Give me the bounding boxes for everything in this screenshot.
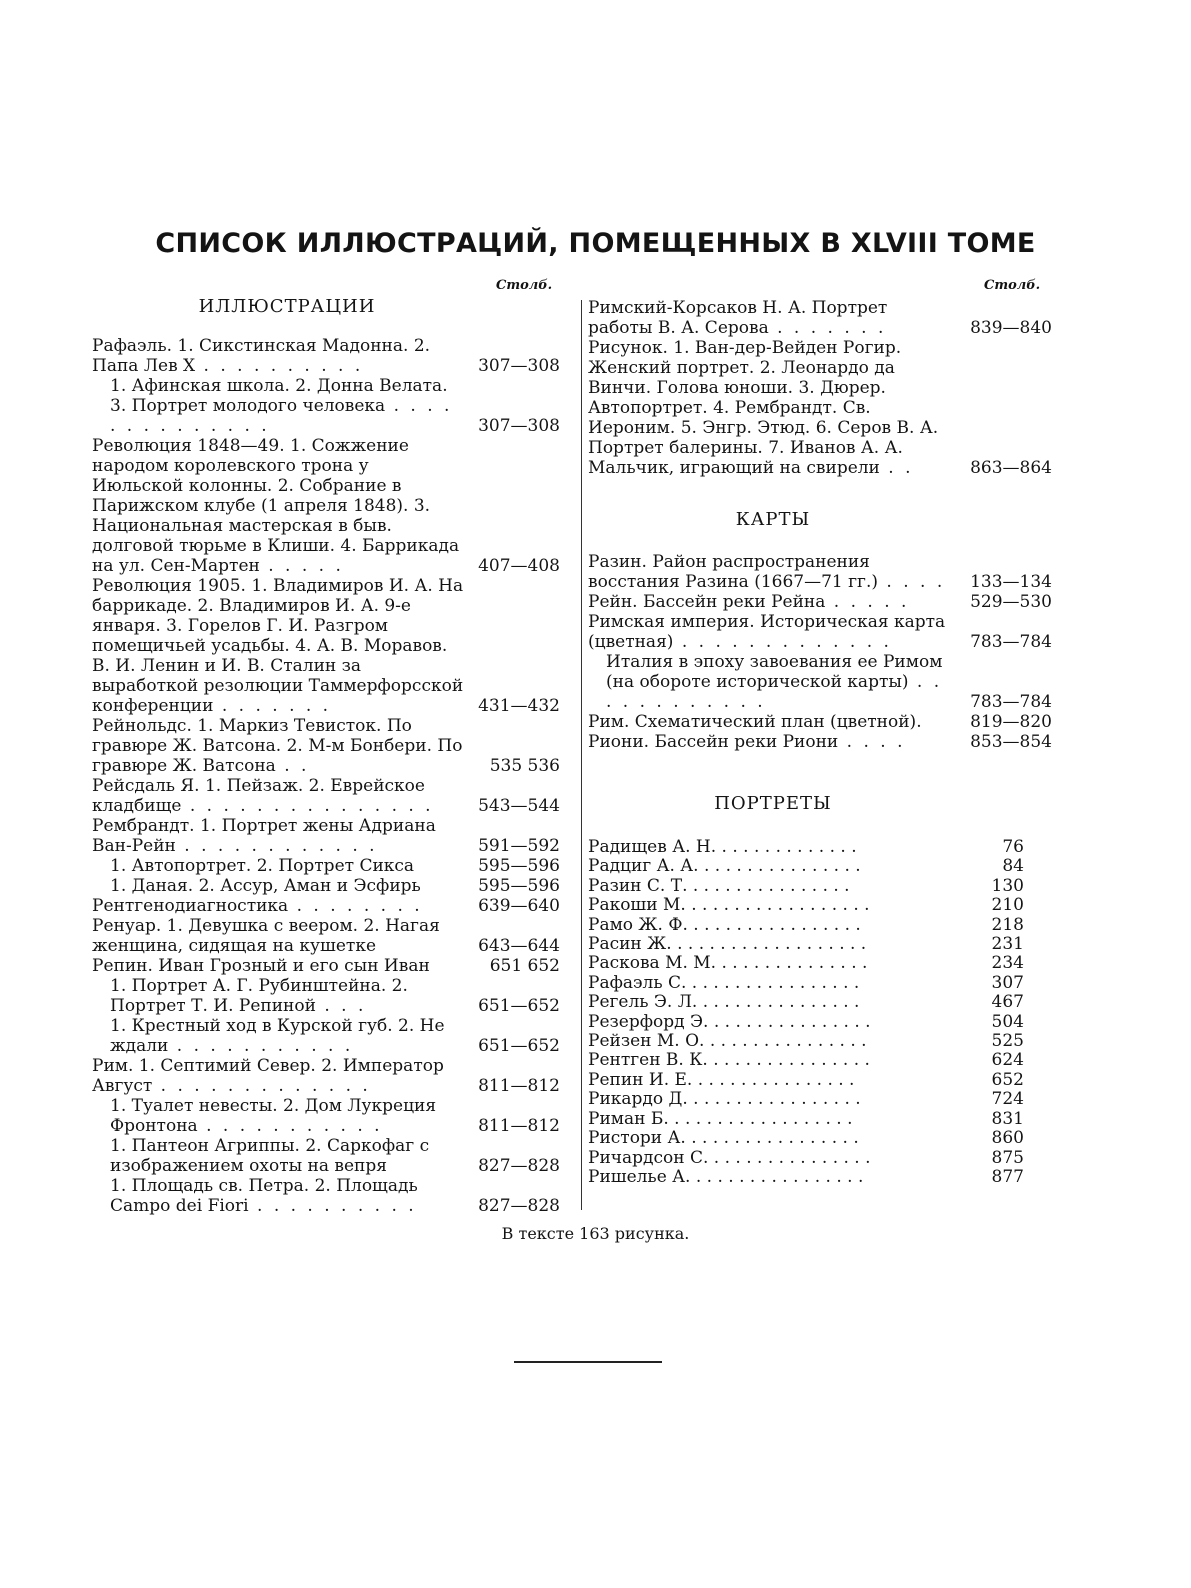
column-number: 652 — [991, 1069, 1024, 1090]
column-numbers: 595—596 — [478, 876, 560, 896]
dot-leader: . . . . . . . . — [288, 896, 423, 916]
entry-text: 1. Автопортрет. 2. Портрет Сикса — [110, 856, 415, 876]
column-numbers: 651 652 — [489, 956, 560, 976]
entry-text: Рейн. Бассейн реки Рейна — [588, 592, 826, 612]
index-entry — [92, 876, 560, 896]
portrait-name: Разин С. Т. — [588, 875, 688, 896]
column-numbers: 811—812 — [478, 1076, 560, 1096]
column-number: 724 — [991, 1089, 1024, 1110]
dot-leader: . . . . . . . . . . . . . — [716, 837, 857, 857]
column-numbers: 651—652 — [478, 1036, 560, 1056]
dot-leader: . . . . . . . . . . — [248, 1196, 417, 1216]
portrait-entry — [588, 857, 1024, 876]
entry-text: Рембрандт. 1. Портрет жены Адриана Ван-Рейн — [92, 816, 436, 856]
entry-text: Революция 1848—49. 1. Сожжение народом королевского трона у Июльской колонны. 2. Собрание в Парижском клубе (1 апреля 1848). 3. Национальная мастерская в быв. долговой тюрьме в Клиши. 4. Баррикада на ул. Сен-Мартен — [92, 436, 460, 576]
column-number: 76 — [1002, 837, 1024, 857]
portrait-name: Риман Б. — [588, 1108, 669, 1129]
entry-text: Рентгенодиагностика — [92, 896, 289, 916]
column-number: 875 — [991, 1147, 1024, 1168]
dot-leader: . . . . . . . . . . . . . — [152, 1076, 371, 1096]
column-number: 831 — [991, 1108, 1024, 1129]
entry-text: Италия в эпоху завоевания ее Римом (на обороте исторической карты) — [606, 652, 943, 692]
dot-leader: . . . . . . . . . . . . . . . . . . — [671, 934, 867, 955]
portrait-entry — [588, 974, 1024, 993]
column-numbers: 853—854 — [970, 732, 1052, 752]
column-numbers: 827—828 — [478, 1196, 560, 1216]
dot-leader: . . — [879, 458, 914, 478]
dot-leader: . . . . . — [825, 592, 910, 612]
dot-leader: . . . . . . . . . . . . . . . . — [687, 914, 861, 935]
dot-leader: . . . . . . . . . . . . . . . — [704, 1031, 867, 1052]
index-entry — [92, 716, 560, 776]
index-entry — [92, 336, 560, 376]
index-entry — [588, 338, 1052, 478]
dot-leader: . . . . . . . . . . . . . . . — [697, 992, 860, 1013]
column-number: 130 — [991, 875, 1024, 896]
entry-text: Риони. Бассейн реки Риони — [588, 732, 839, 752]
entry-text: 1. Портрет А. Г. Рубинштейна. 2. Портрет Т. И. Репиной — [110, 976, 408, 1016]
index-entry — [588, 592, 1052, 612]
entry-text: Римская империя. Историческая карта (цветная) — [588, 612, 946, 652]
column-numbers: 819—820 — [970, 712, 1052, 732]
column-numbers: 307—308 — [478, 416, 560, 436]
index-entry — [588, 732, 1052, 752]
entry-text: Рейсдаль Я. 1. Пейзаж. 2. Еврейское кладбище — [92, 776, 425, 816]
dot-leader: . . . . . . . . . . . — [168, 1036, 354, 1056]
column-number: 860 — [991, 1128, 1024, 1149]
index-entry — [588, 612, 1052, 652]
index-entry — [92, 776, 560, 816]
portrait-name: Рейзен М. О. — [588, 1031, 705, 1052]
portrait-name: Ричардсон С. — [588, 1147, 709, 1168]
index-entry — [92, 1016, 560, 1056]
dot-leader: . . . . . — [259, 556, 344, 576]
dot-leader: . . . . . . . . . . . . . . . . . — [685, 895, 870, 916]
dot-leader: . . . . . . . — [768, 318, 887, 338]
portrait-entry — [588, 935, 1024, 954]
portrait-name: Репин И. Е. — [588, 1069, 693, 1090]
portrait-name: Ришелье А. — [588, 1166, 691, 1187]
dot-leader: . . . . . . . . . . . . . . . — [708, 1011, 871, 1032]
column-number: 877 — [991, 1166, 1024, 1187]
entry-text: Рейнольдс. 1. Маркиз Тевисток. По гравюре Ж. Ватсона. 2. М-м Бонбери. По гравюре Ж. Ватсона — [92, 716, 463, 776]
entry-text: Революция 1905. 1. Владимиров И. А. На баррикаде. 2. Владимиров И. А. 9-е января. 3. Горелов Г. И. Разгром помещичьей усадьбы. 4. А. В. Моравов. В. И. Ленин и И. В. Сталин за выработкой резолюции Таммерфорсской конференции — [92, 576, 464, 716]
entry-text: Ренуар. 1. Девушка с веером. 2. Нагая женщина, сидящая на кушетке — [92, 916, 440, 956]
illustrations-list-left — [92, 336, 560, 1216]
portrait-name: Радищев А. Н. — [588, 837, 717, 857]
dot-leader: . . . . . . . . . . . . . . . — [698, 856, 861, 877]
index-entry — [92, 976, 560, 1016]
dot-leader: . . . . . . . . . . — [195, 356, 364, 376]
index-entry — [588, 298, 1052, 338]
entry-text: Рим. 1. Септимий Север. 2. Император Август — [92, 1056, 444, 1096]
column-numbers: 591—592 — [478, 836, 560, 856]
column-number: 210 — [991, 895, 1024, 916]
portrait-entry — [588, 993, 1024, 1012]
entry-text: 1. Пантеон Агриппы. 2. Саркофаг с изображением охоты на вепря — [110, 1136, 430, 1176]
entry-text: 1. Афинская школа. 2. Донна Велата. 3. Портрет молодого человека — [110, 376, 448, 416]
dot-leader: . . . . . . . . . . . . . . . — [707, 1050, 870, 1071]
column-number: 624 — [991, 1050, 1024, 1071]
index-entry — [92, 896, 560, 916]
index-entry — [92, 1176, 560, 1216]
illustrations-heading: ИЛЛЮСТРАЦИИ — [198, 296, 376, 317]
column-numbers: 643—644 — [478, 936, 560, 956]
index-entry — [92, 1096, 560, 1136]
column-numbers: 863—864 — [970, 458, 1052, 478]
portrait-name: Раскова М. М. — [588, 953, 717, 974]
entry-text: Разин. Район распространения восстания Разина (1667—71 гг.) — [588, 552, 879, 592]
column-numbers: 407—408 — [478, 556, 560, 576]
maps-list — [588, 552, 1052, 752]
index-entry — [92, 1136, 560, 1176]
dot-leader: . . . . . . . . . . . . . — [673, 632, 892, 652]
portrait-entry — [588, 1129, 1024, 1148]
column-number: 231 — [991, 934, 1024, 955]
portrait-name: Резерфорд Э. — [588, 1011, 709, 1032]
portrait-name: Расин Ж. — [588, 934, 672, 955]
dot-leader: . . . . . . . . . . . . . . — [716, 953, 868, 974]
column-number: 307 — [991, 972, 1024, 993]
portrait-entry — [588, 877, 1024, 896]
column-number: 504 — [991, 1011, 1024, 1032]
column-number: 467 — [991, 992, 1024, 1013]
column-numbers: 529—530 — [970, 592, 1052, 612]
portrait-entry — [588, 1013, 1024, 1032]
portrait-entry — [588, 1149, 1024, 1168]
portrait-name: Рафаэль С. — [588, 972, 687, 993]
column-label-left: Столб. — [496, 278, 553, 293]
index-entry — [92, 576, 560, 716]
dot-leader: . . . . . . . . . . . . . . . . — [690, 1166, 864, 1187]
dot-leader: . . . . . . . . . . . . — [175, 836, 378, 856]
portrait-name: Радциг А. А. — [588, 856, 699, 877]
column-number: 218 — [991, 914, 1024, 935]
dot-leader: . . . . . . . . . . . . — [606, 672, 943, 712]
dot-leader: . . . . . . . . . . . . . . . . . — [668, 1108, 853, 1129]
entry-text: 1. Даная. 2. Ассур, Аман и Эсфирь — [110, 876, 421, 896]
column-numbers: 651—652 — [478, 996, 560, 1016]
column-numbers: 431—432 — [478, 696, 560, 716]
index-entry — [92, 856, 560, 876]
index-entry — [588, 712, 1052, 732]
dot-leader: . . . . . . . . . . . — [197, 1116, 383, 1136]
column-numbers: 307—308 — [478, 356, 560, 376]
dot-leader: . . . — [315, 996, 367, 1016]
dot-leader: . . . . . . . . . . . . . . . . — [686, 972, 860, 993]
column-numbers: 595—596 — [478, 856, 560, 876]
entry-text: 1. Площадь св. Петра. 2. Площадь Campo dei Fiori — [110, 1176, 418, 1216]
portrait-entry — [588, 1071, 1024, 1090]
entry-text: Рафаэль. 1. Сикстинская Мадонна. 2. Папа Лев Х — [92, 336, 431, 376]
dot-leader: . . . . . . . . . . . . . . . — [692, 1069, 855, 1090]
entry-text: Римский-Корсаков Н. А. Портрет работы В. А. Серова — [588, 298, 888, 338]
footer-rule — [514, 1361, 662, 1363]
portraits-heading: ПОРТРЕТЫ — [714, 793, 832, 814]
portrait-entry — [588, 1110, 1024, 1129]
entry-text: Рим. Схематический план (цветной). — [588, 712, 922, 732]
dot-leader: . . — [275, 756, 310, 776]
portrait-entry — [588, 916, 1024, 935]
dot-leader: . . . . . . . . . . . . . . . — [181, 796, 434, 816]
dot-leader: . . . . . . . . . . . . . . — [110, 396, 453, 436]
column-divider — [581, 300, 582, 1210]
column-number: 84 — [1002, 856, 1024, 877]
column-numbers: 811—812 — [478, 1116, 560, 1136]
dot-leader: . . . . — [838, 732, 906, 752]
column-numbers: 827—828 — [478, 1156, 560, 1176]
portraits-list — [588, 838, 1024, 1187]
portrait-entry — [588, 838, 1024, 857]
portrait-entry — [588, 954, 1024, 973]
column-numbers: 639—640 — [478, 896, 560, 916]
index-entry — [92, 916, 560, 956]
portrait-entry — [588, 1051, 1024, 1070]
index-entry — [92, 376, 560, 436]
entry-text: 1. Туалет невесты. 2. Дом Лукреция Фронтона — [110, 1096, 437, 1136]
entry-text: Репин. Иван Грозный и его сын Иван — [92, 956, 430, 976]
entry-text: Рисунок. 1. Ван-дер-Вейден Рогир. Женский портрет. 2. Леонардо да Винчи. Голова юноши. 3. Дюрер. Автопортрет. 4. Рембрандт. Св. Иероним. 5. Энгр. Этюд. 6. Серов В. А. Портрет балерины. 7. Иванов А. А. Мальчик, играющий на свирели — [588, 338, 939, 478]
column-numbers: 133—134 — [970, 572, 1052, 592]
illustrations-list-right — [588, 298, 1052, 478]
index-entry — [588, 652, 1052, 712]
portrait-name: Рикардо Д. — [588, 1089, 688, 1110]
footer-note: В тексте 163 рисунка. — [501, 1224, 690, 1243]
maps-heading: КАРТЫ — [735, 509, 811, 530]
portrait-entry — [588, 1090, 1024, 1109]
column-number: 525 — [991, 1031, 1024, 1052]
portrait-entry — [588, 1032, 1024, 1051]
column-numbers: 783—784 — [970, 692, 1052, 712]
column-numbers: 783—784 — [970, 632, 1052, 652]
dot-leader: . . . . . . . — [213, 696, 332, 716]
column-numbers: 543—544 — [478, 796, 560, 816]
dot-leader: . . . . . . . . . . . . . . . — [687, 875, 850, 896]
dot-leader: . . . . — [878, 572, 946, 592]
entry-text: 1. Крестный ход в Курской губ. 2. Не ждали — [110, 1016, 445, 1056]
index-entry — [92, 436, 560, 576]
index-entry — [92, 1056, 560, 1096]
index-entry — [92, 816, 560, 856]
portrait-name: Рамо Ж. Ф. — [588, 914, 688, 935]
portrait-name: Ристори А. — [588, 1128, 686, 1149]
dot-leader: . . . . . . . . . . . . . . . . — [685, 1128, 859, 1149]
column-numbers: 839—840 — [970, 318, 1052, 338]
dot-leader: . . . . . . . . . . . . . . . . — [687, 1089, 861, 1110]
portrait-name: Рентген В. К. — [588, 1050, 708, 1071]
portrait-name: Ракоши М. — [588, 895, 686, 916]
portrait-entry — [588, 896, 1024, 915]
page-title: СПИСОК ИЛЛЮСТРАЦИЙ, ПОМЕЩЕННЫХ В XLVIII ТОМЕ — [155, 228, 1036, 259]
column-numbers: 535 536 — [489, 756, 560, 776]
column-label-right: Столб. — [984, 278, 1041, 293]
column-number: 234 — [991, 953, 1024, 974]
index-entry — [588, 552, 1052, 592]
index-entry — [92, 956, 560, 976]
dot-leader: . . . . . . . . . . . . . . . — [708, 1147, 871, 1168]
portrait-entry — [588, 1168, 1024, 1187]
portrait-name: Регель Э. Л. — [588, 992, 698, 1013]
